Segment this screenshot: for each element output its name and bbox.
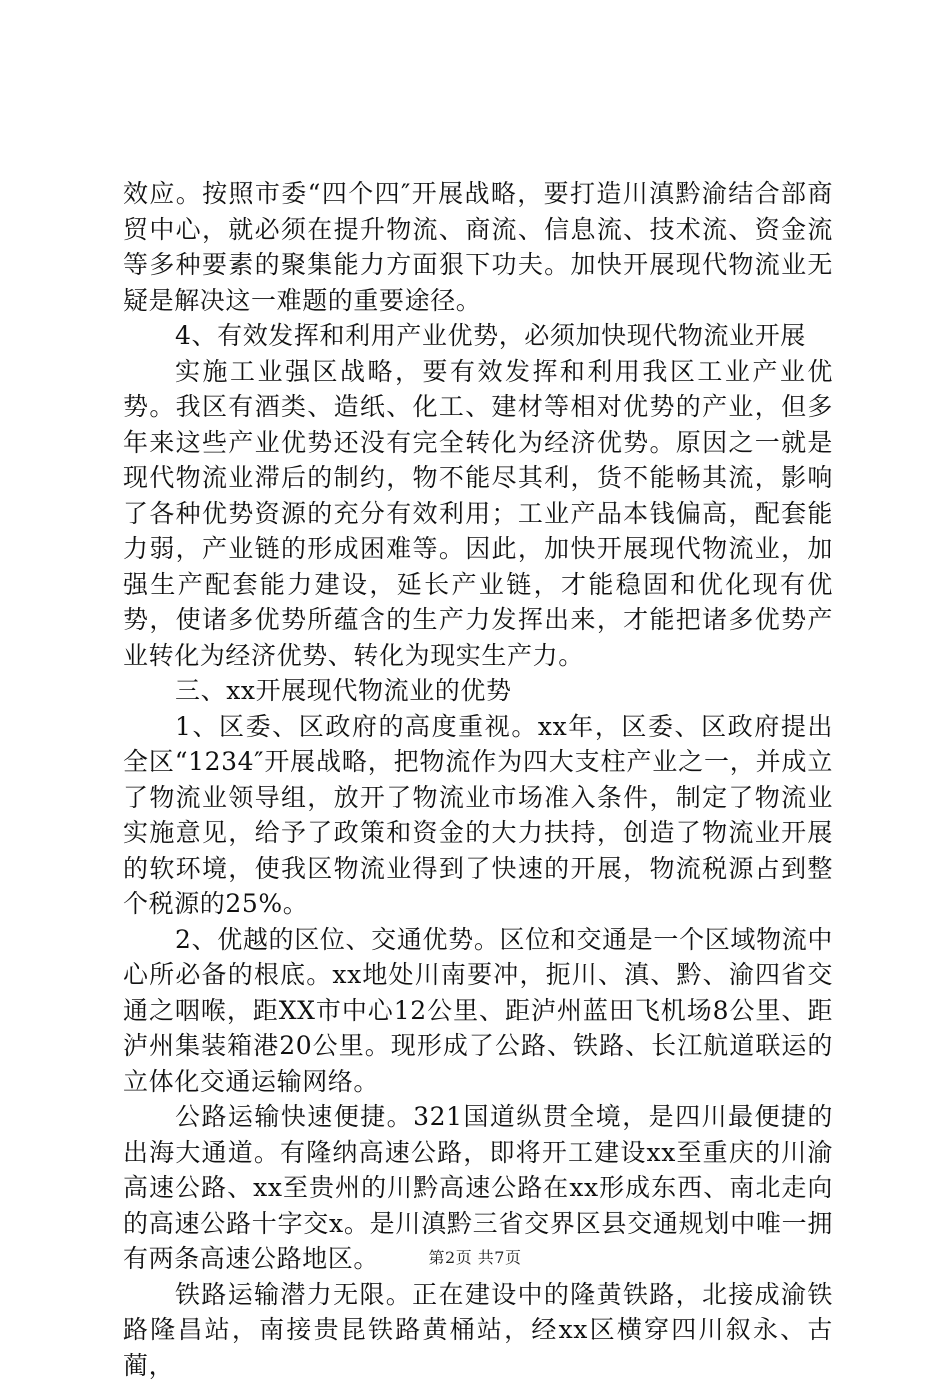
page-footer: 第2页 共7页: [0, 1245, 950, 1268]
document-body: [123, 176, 833, 1383]
paragraph-government: 1、区委、区政府的高度重视。xx年，区委、区政府提出全区“1234″开展战略，把物流作为四大支柱产业之一，并成立了物流业领导组，放开了物流业市场准入条件，制定了物流业实施意见，给予了政策和资金的大力扶持，创造了物流业开展的软环境，使我区物流业得到了快速的开展，物流税源占到整个税源的25%。: [123, 709, 833, 922]
paragraph-highway: 公路运输快速便捷。321国道纵贯全境，是四川最便捷的出海大通道。有隆纳高速公路，即将开工建设xx至重庆的川渝高速公路、xx至贵州的川黔高速公路在xx形成东西、南北走向的高速公路十字交x。是川滇黔三省交界区县交通规划中唯一拥有两条高速公路地区。: [123, 1099, 833, 1277]
paragraph-location: 2、优越的区位、交通优势。区位和交通是一个区域物流中心所必备的根底。xx地处川南要冲，扼川、滇、黔、渝四省交通之咽喉，距XX市中心12公里、距泸州蓝田飞机场8公里、距泸州集装箱港20公里。现形成了公路、铁路、长江航道联运的立体化交通运输网络。: [123, 922, 833, 1100]
paragraph-industry: 实施工业强区战略，要有效发挥和利用我区工业产业优势。我区有酒类、造纸、化工、建材等相对优势的产业，但多年来这些产业优势还没有完全转化为经济优势。原因之一就是现代物流业滞后的制约，物不能尽其利，货不能畅其流，影响了各种优势资源的充分有效利用；工业产品本钱偏高，配套能力弱，产业链的形成困难等。因此，加快开展现代物流业，加强生产配套能力建设，延长产业链，才能稳固和优化现有优势，使诸多优势所蕴含的生产力发挥出来，才能把诸多优势产业转化为经济优势、转化为现实生产力。: [123, 354, 833, 674]
paragraph-continued: 效应。按照市委“四个四″开展战略，要打造川滇黔渝结合部商贸中心，就必须在提升物流、商流、信息流、技术流、资金流等多种要素的聚集能力方面狠下功夫。加快开展现代物流业无疑是解决这一难题的重要途径。: [123, 176, 833, 318]
paragraph-railway: 铁路运输潜力无限。正在建设中的隆黄铁路，北接成渝铁路隆昌站，南接贵昆铁路黄桶站，经xx区横穿四川叙永、古蔺，: [123, 1277, 833, 1383]
section-heading-3: 三、xx开展现代物流业的优势: [123, 673, 833, 709]
section-heading-4: 4、有效发挥和利用产业优势，必须加快现代物流业开展: [123, 318, 833, 354]
